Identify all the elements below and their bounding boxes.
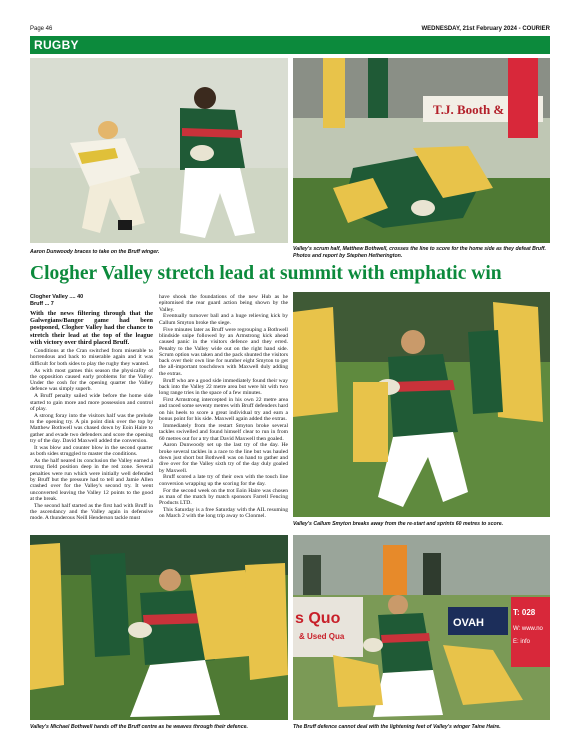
photo-bothwell-try	[293, 58, 550, 243]
page-number: Page 46	[30, 26, 53, 32]
article-paragraph: Immediately from the restart Smyton broke several tackles swivelled and found himself clear to run in from 60 metres out for a try that David Maxwell then goaled.	[159, 422, 288, 442]
caption-top-right: Valley's scrum half, Matthew Bothwell, crosses the line to score for the home side as they defeat Bruff. Photos and report by Stephen Hetherington.	[293, 246, 546, 259]
article-paragraph: It was blow and counter blow in the second quarter as both sides struggled to master the conditions.	[30, 444, 153, 458]
article-paragraph: have shook the foundations of the new Hub as he epitomised the rear guard action being shown by the Valley.	[159, 294, 288, 313]
photo-haire-footwork	[293, 535, 550, 720]
photo-dunwoody-braces	[30, 58, 288, 243]
photo-michael-bothwell-handoff	[30, 535, 288, 720]
caption-bottom-right: The Bruff defence cannot deal with the lightening feet of Valley's winger Taine Haire.	[293, 724, 501, 730]
article-paragraph: This Saturday is a free Saturday with the AIL resuming on March 2 with the long trip away to Clonmel.	[159, 507, 288, 520]
billboard-right-name: OVAH	[453, 617, 484, 629]
article-paragraph: Eventually turnover ball and a huge relieving kick by Callum Smyton broke the siege.	[159, 313, 288, 326]
billboard-top-text: T.J. Booth &	[433, 102, 505, 117]
caption-bottom-left: Valley's Michael Bothwell hands off the Bruff centre as he weaves through their defence.	[30, 724, 248, 730]
article-lead-paragraph: With the news filtering through that the Galwegians/Bangor game had been postponed, Clogher Valley had the chance to stretch their lead at the top of the league with victory over third placed Bruff.	[30, 310, 153, 346]
score-home: Clogher Valley .... 40	[30, 294, 84, 300]
caption-mid-right: Valley's Callum Smyton breaks away from the re-start and sprints 60 metres to score.	[293, 521, 504, 527]
dateline: WEDNESDAY, 21st February 2024 - COURIER	[421, 26, 550, 32]
article-paragraph: Bruff who are a good side immediately found their way back into the Valley 22 metre area but were hit with two long range tries in the space of a few minutes.	[159, 377, 288, 397]
score-away: Bruff ... 7	[30, 301, 54, 307]
article-paragraph: A strong foray into the visitors half was the prelude to the opening try. A pin point dink over the top by Matthew Bothwell was chased down by Eoin Haire to gather and evade two defenders and score the opening try of the day. David Maxwell added the conversion.	[30, 412, 153, 444]
article-paragraph: For the second week on the trot Eoin Haire was chosen as man of the match by match sponsors Farrell Fencing Products LTD.	[159, 487, 288, 507]
article-column-1	[30, 310, 153, 522]
billboard-right-tel: T: 028	[513, 608, 536, 617]
section-title: RUGBY	[34, 38, 79, 52]
page-folio	[30, 26, 550, 36]
billboard-mid-left-text: s Quo	[295, 610, 341, 627]
photo-smyton-breakaway	[293, 292, 550, 517]
article-column-2	[159, 294, 288, 520]
article-headline: Clogher Valley stretch lead at summit with emphatic win	[30, 263, 502, 284]
section-header	[30, 36, 550, 54]
article-paragraph: Bruff scored a late try of their own with the touch line conversion wrapping up the scoring for the day.	[159, 474, 288, 487]
billboard-right-web: W: www.no	[513, 626, 543, 632]
article-paragraph: The second half started as the first had with Bruff in the ascendancy and the Valley again in defensive mode. A thunderous Neill Henderson tackle must	[30, 502, 153, 522]
article-paragraph: Conditions at the Cran switched from miserable to horrendous and back to miserable again and it was difficult for both sides to play the rugby they wanted.	[30, 348, 153, 367]
article-paragraph: A Bruff penalty sailed wide before the home side started to gain more and more possession and control of play.	[30, 393, 153, 412]
caption-top-left: Aaron Dunwoody braces to take on the Bruff winger.	[30, 249, 160, 255]
article-paragraph: As with most games this season the physicality of the opposition caused early problems for the Valley. Under the cosh for the opening quarter the Valley defence was simply superb.	[30, 367, 153, 393]
billboard-right-email: E: info	[513, 639, 531, 645]
article-paragraph: First Armstrong intercepted in his own 22 metre area and raced some seventy metres with Bruff defenders hard on his heels to score a great individual try and earn a bonus point for his side. Maxwell again added the extras.	[159, 397, 288, 423]
article-paragraph: Aaron Dunwoody set up the last try of the day. He broke several tackles in a race to the line but was hauled down just short but Bothwell was on hand to gather and dive over for the Valley sixth try of the day duly goaled by Maxwell.	[159, 442, 288, 474]
article-paragraph: Five minutes later as Bruff were regrouping a Bothwell blindside snipe followed by an Armstrong kick ahead caused panic in the visitors defence and they erred. Penalty to the Valley wide out on the right hand side. Scrum option was taken and the pack shunted the visitors back over their own line for number eight Smyton to get the all-important touchdown with Maxwell duly adding the extras.	[159, 326, 288, 377]
billboard-mid-sub-text: & Used Qua	[299, 632, 345, 641]
article-paragraph: As the half neared its conclusion the Valley earned a strong field position deep in the red zone. Several penalties were run which were initially well defended by Bruff but the pressure had to tell and Jamie Allen crashed over for the Valley's second try. It went unconverted leaving the Valley 12 points to the good at the break.	[30, 458, 153, 502]
